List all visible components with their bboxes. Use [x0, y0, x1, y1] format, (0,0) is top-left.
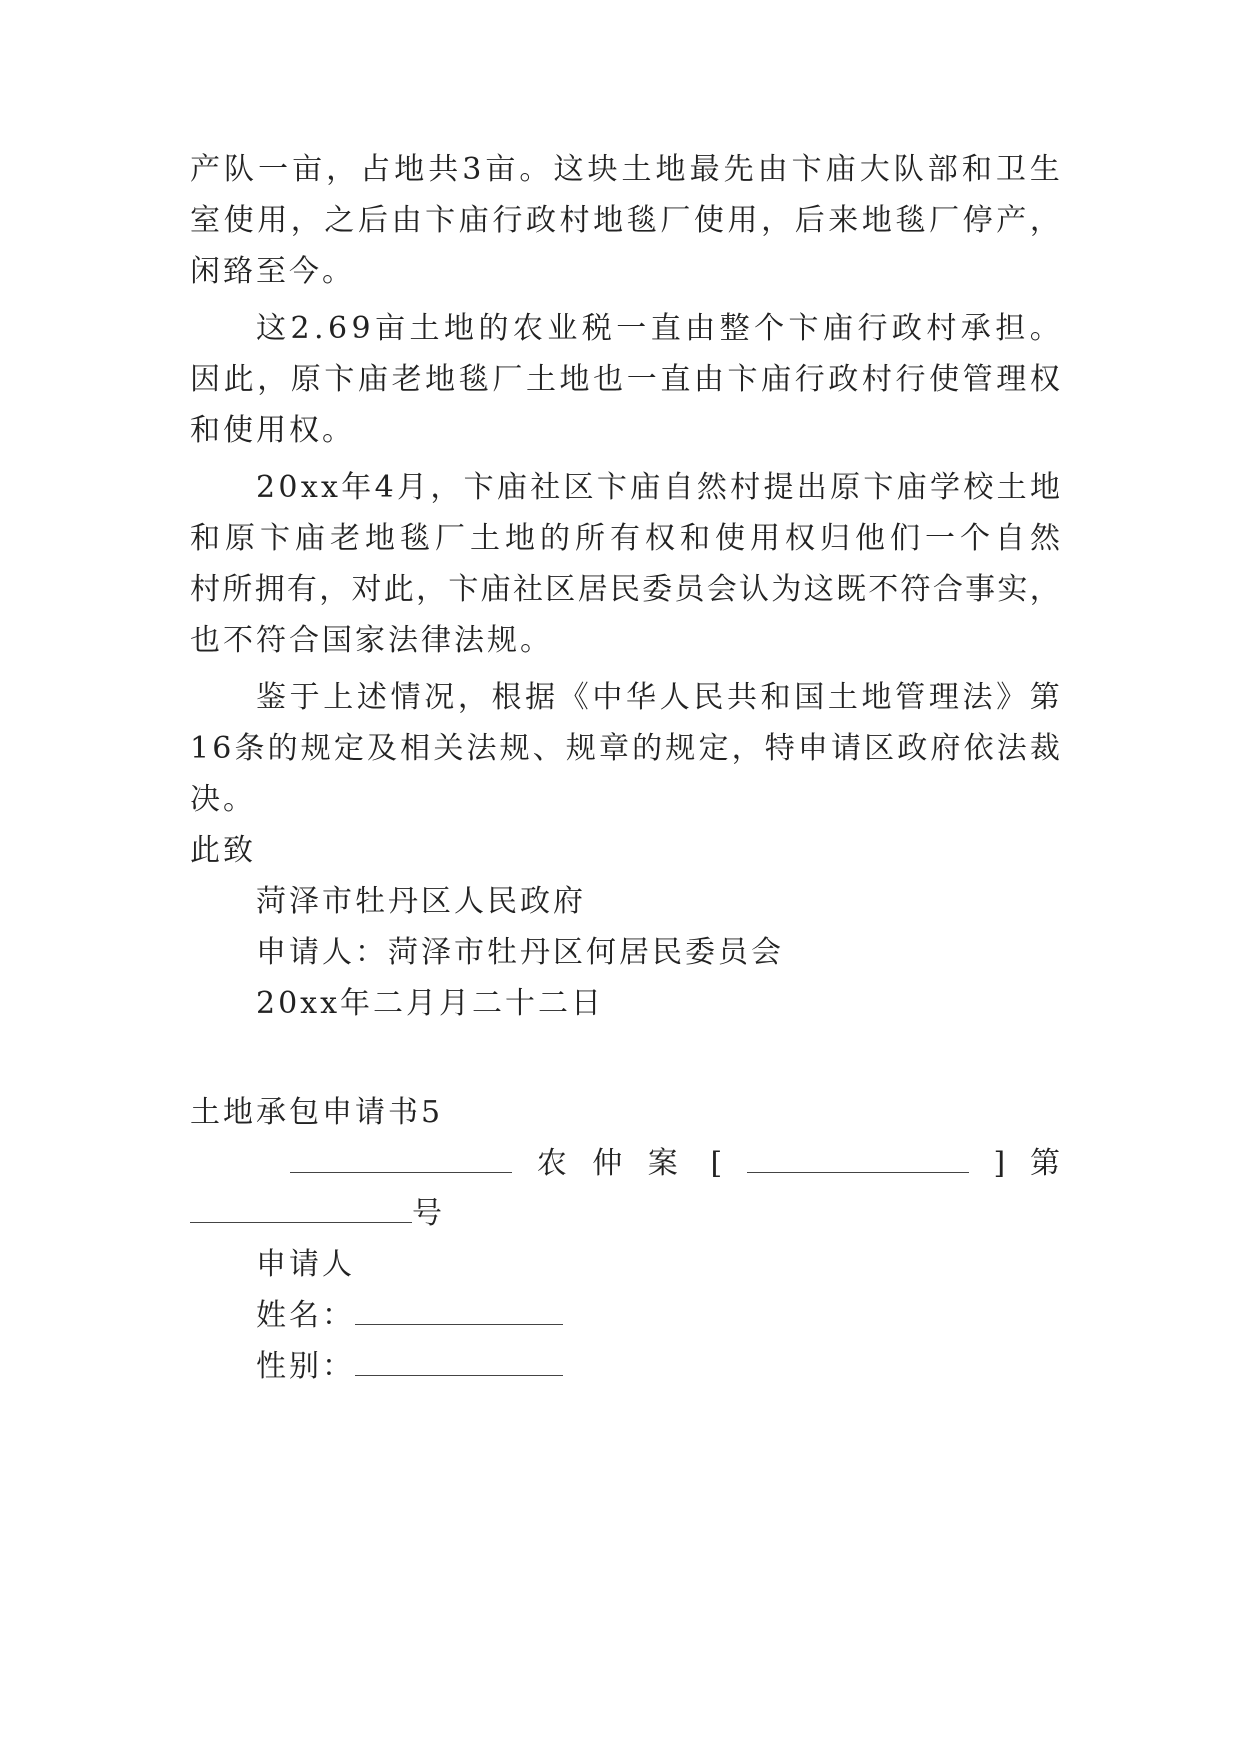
- date: 20xx年二月月二十二日: [256, 986, 605, 1021]
- paragraph-line: 1 6 条 的 规 定 及 相 关 法 规 、 规 章 的 规 定 ， 特 申 请 区 政 府 依 法 裁: [190, 731, 1060, 766]
- applicant-heading: 申请人: [256, 1247, 355, 1282]
- blank-field: [747, 1144, 969, 1173]
- paragraph-line: 因 此 ， 原 卞 庙 老 地 毯 厂 土 地 也 一 直 由 卞 庙 行 政 村 行 使 管 理 权: [190, 362, 1060, 397]
- name-row: [256, 1296, 1060, 1336]
- name-label: 姓名：: [256, 1298, 355, 1333]
- hao-label: 号: [412, 1196, 445, 1231]
- gender-blank: [355, 1347, 563, 1376]
- paragraph-line: 产 队 一 亩 ， 占 地 共 3 亩 。 这 块 土 地 最 先 由 卞 庙 大 队 部 和 卫 生: [190, 152, 1060, 187]
- paragraph-line: 闲臵至今。: [190, 254, 355, 289]
- paragraph-line: 也不符合国家法律法规。: [190, 623, 553, 658]
- paragraph-line: 村 所 拥 有 ， 对 此 ， 卞 庙 社 区 居 民 委 员 会 认 为 这 既 不 符 合 事 实 ，: [190, 572, 1060, 607]
- blank-field: [290, 1144, 512, 1173]
- recipient: 菏泽市牡丹区人民政府: [256, 884, 586, 919]
- bracket-close: ]: [993, 1146, 1006, 1181]
- name-blank: [355, 1296, 563, 1325]
- case-label: 农 仲 案: [536, 1146, 686, 1181]
- case-number-row: [290, 1144, 1060, 1184]
- paragraph-line: 鉴 于 上 述 情 况 ， 根 据 《 中 华 人 民 共 和 国 土 地 管 理 法 》 第: [256, 680, 1060, 715]
- case-number-row-2: [190, 1194, 1060, 1234]
- blank-field: [190, 1194, 412, 1223]
- bracket-open: [: [710, 1146, 723, 1181]
- paragraph-line: 和使用权。: [190, 413, 355, 448]
- paragraph-line: 室 使 用 ， 之 后 由 卞 庙 行 政 村 地 毯 厂 使 用 ， 后 来 地 毯 厂 停 产 ，: [190, 203, 1060, 238]
- gender-label: 性别：: [256, 1349, 355, 1384]
- paragraph-line: 和 原 卞 庙 老 地 毯 厂 土 地 的 所 有 权 和 使 用 权 归 他 们 一 个 自 然: [190, 521, 1060, 556]
- paragraph-line: 这 2 . 6 9 亩 土 地 的 农 业 税 一 直 由 整 个 卞 庙 行 政 村 承 担 。: [256, 311, 1060, 346]
- gender-row: [256, 1347, 1060, 1387]
- paragraph-line: 决。: [190, 782, 256, 817]
- paragraph-line: 2 0 x x 年 4 月 ， 卞 庙 社 区 卞 庙 自 然 村 提 出 原 卞 庙 学 校 土 地: [256, 470, 1060, 505]
- applicant-signature: 申请人：菏泽市牡丹区何居民委员会: [256, 935, 784, 970]
- di-label: 第: [1029, 1146, 1060, 1181]
- salutation: 此致: [190, 833, 256, 868]
- section-title: 土地承包申请书5: [190, 1095, 444, 1130]
